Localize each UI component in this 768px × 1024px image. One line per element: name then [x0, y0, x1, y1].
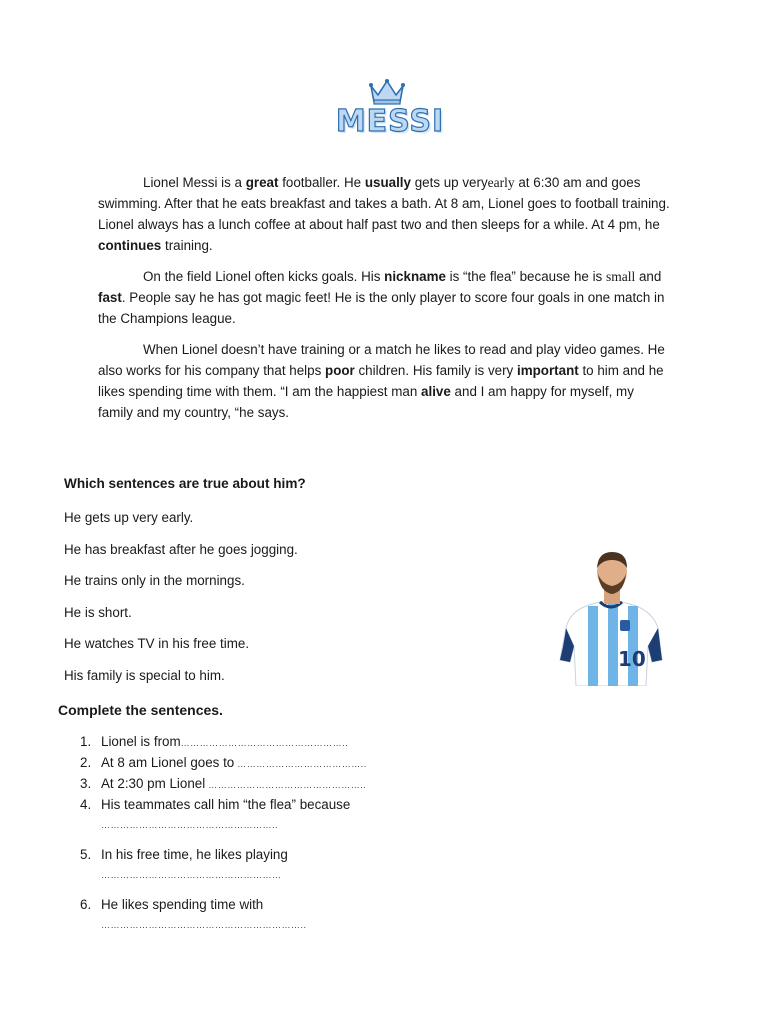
bold-word: continues	[98, 238, 162, 253]
list-item: 2. At 8 am Lionel goes to …………………………………..	[80, 755, 367, 770]
text-run: . People say he has got magic feet! He is the only player to score four goals in one match in the Champions league.	[98, 290, 665, 326]
list-item: 3. At 2:30 pm Lionel …………………………………………..	[80, 776, 367, 791]
bold-word: alive	[421, 384, 451, 399]
list-item: His family is special to him.	[64, 667, 225, 683]
bold-word: nickname	[384, 269, 446, 284]
player-photo	[552, 548, 670, 686]
reading-passage	[98, 172, 670, 433]
text-run: When Lionel doesn’t have training or a match he likes to read and play video games. He also works for his company that helps	[98, 342, 665, 378]
paragraph-2	[98, 266, 670, 329]
list-item: 4. His teammates call him “the flea” because ………………………………………………..	[80, 795, 420, 835]
answer-blank[interactable]: ………………………………………………………..	[101, 920, 307, 930]
bold-word: important	[516, 363, 579, 378]
page-title: MESSI	[335, 104, 445, 139]
list-item: He is short.	[64, 604, 132, 620]
bold-word: great	[245, 175, 279, 190]
answer-blank[interactable]: ………………………………………………..	[101, 820, 279, 830]
list-item: 6. He likes spending time with ………………………………………………………..	[80, 895, 420, 935]
paragraph-3	[98, 339, 670, 423]
paragraph-1	[98, 172, 670, 256]
crown-icon	[368, 78, 406, 106]
text-run: to him and he likes spending time with them. “I am the happiest man	[98, 363, 664, 399]
handwritten-answer: early	[487, 175, 515, 190]
text-run: gets up very	[410, 175, 488, 190]
list-item: He trains only in the mornings.	[64, 573, 245, 588]
answer-blank[interactable]: …………………………………………..	[205, 780, 367, 790]
text-run: and I am happy for myself, my family and my country, “he says.	[98, 384, 634, 420]
answer-blank[interactable]: …………………………………..	[234, 759, 367, 769]
text-run: On the field Lionel often kicks goals. His	[143, 269, 385, 284]
true-false-heading: Which sentences are true about him?	[64, 476, 306, 491]
list-item: 1. Lionel is from……………………………………………..	[80, 734, 349, 749]
true-false-list	[64, 508, 298, 697]
list-item: He has breakfast after he goes jogging.	[64, 541, 298, 557]
list-item: He gets up very early.	[64, 510, 194, 525]
text-run: at 6:30 am and goes swimming. After that he eats breakfast and takes a bath. At 8 am, Lionel goes to football training. Lionel always has a lunch coffee at about half past two and then sleeps for a while. At 4 pm, he	[98, 175, 670, 232]
text-run: training.	[161, 238, 213, 253]
bold-word: poor	[325, 363, 355, 378]
bold-word: fast	[98, 290, 122, 305]
text-run: and	[635, 269, 662, 284]
svg-text:10: 10	[618, 647, 646, 671]
complete-list	[80, 732, 420, 935]
complete-heading: Complete the sentences.	[58, 702, 223, 718]
text-run: Lionel Messi is a	[143, 175, 246, 190]
text-run: footballer. He	[278, 175, 365, 190]
list-item: 5. In his free time, he likes playing …………………………………………………	[80, 845, 420, 885]
bold-word: usually	[364, 175, 411, 190]
text-run: children. His family is very	[354, 363, 517, 378]
text-run: is “the flea” because he is	[445, 269, 606, 284]
answer-blank[interactable]: …………………………………………………	[101, 870, 282, 880]
answer-blank[interactable]: ……………………………………………..	[180, 738, 349, 748]
list-item: He watches TV in his free time.	[64, 636, 250, 651]
handwritten-answer: small	[605, 269, 636, 284]
